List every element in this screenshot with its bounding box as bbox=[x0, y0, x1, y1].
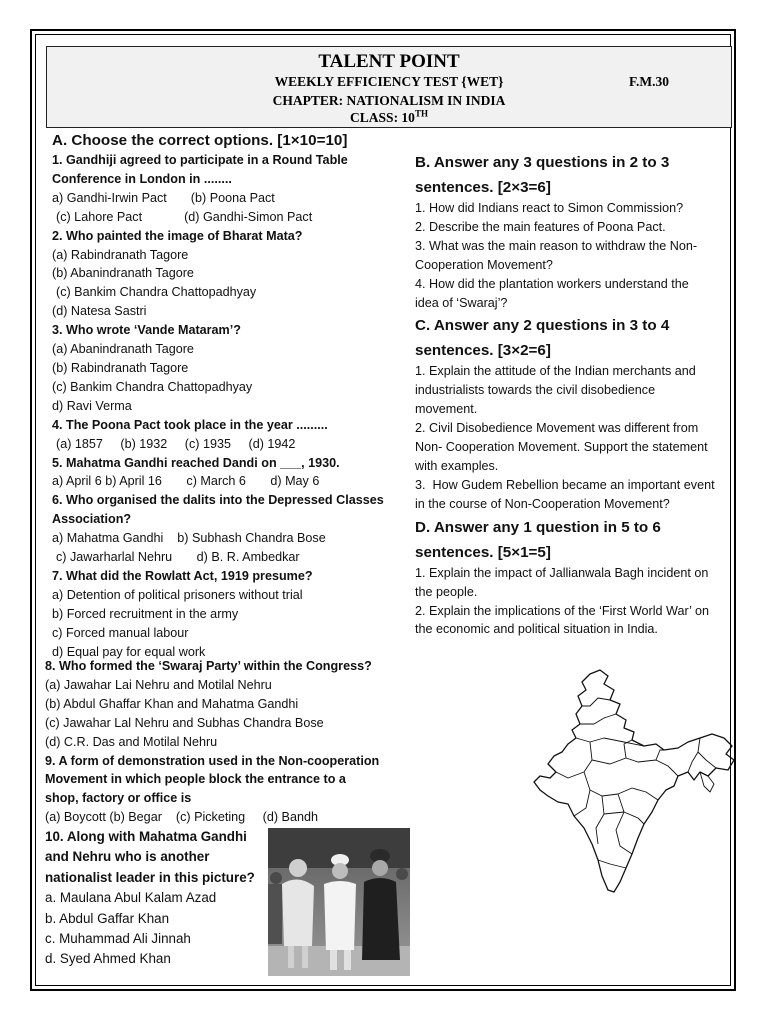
section-d-heading: D. Answer any 1 question in 5 to 6 bbox=[415, 518, 661, 536]
section-b-heading-cont: sentences. [2×3=6] bbox=[415, 179, 551, 196]
leaders-photo-image bbox=[268, 828, 410, 976]
q9-text: 9. A form of demonstration used in the Non-cooperation bbox=[45, 753, 380, 768]
q6-options-cd: c) Jawarharlal Nehru d) B. R. Ambedkar bbox=[56, 550, 300, 565]
q10-text-cont2: nationalist leader in this picture? bbox=[45, 869, 255, 885]
c-q1: 1. Explain the attitude of the Indian merchants and bbox=[415, 364, 696, 379]
q8-option-d: (d) C.R. Das and Motilal Nehru bbox=[45, 734, 218, 749]
section-c-heading-cont: sentences. [3×2=6] bbox=[415, 342, 551, 360]
q2-text: 2. Who painted the image of Bharat Mata? bbox=[52, 228, 303, 243]
q1-text-cont: Conference in London in ........ bbox=[52, 171, 232, 186]
q2-option-c: (c) Bankim Chandra Chattopadhyay bbox=[56, 285, 257, 300]
d-q2: 2. Explain the implications of the ‘First World War’ on bbox=[415, 603, 709, 618]
q10-text: 10. Along with Mahatma Gandhi bbox=[45, 829, 247, 844]
q10-text-cont: and Nehru who is another bbox=[45, 849, 210, 865]
section-a-heading: A. Choose the correct options. [1×10=10] bbox=[52, 132, 348, 149]
q1-options-ab: a) Gandhi-Irwin Pact (b) Poona Pact bbox=[52, 190, 275, 205]
d-q1-cont: the people. bbox=[415, 584, 478, 599]
b-q2: 2. Describe the main features of Poona Pact. bbox=[415, 219, 666, 234]
c-q2-cont2: with examples. bbox=[415, 458, 499, 473]
q7-option-a: a) Detention of political prisoners without trial bbox=[52, 587, 303, 602]
section-c-heading: C. Answer any 2 questions in 3 to 4 bbox=[415, 317, 670, 335]
q4-text: 4. The Poona Pact took place in the year ......... bbox=[52, 417, 328, 432]
school-title: TALENT POINT bbox=[318, 51, 460, 72]
q8-option-b: (b) Abdul Ghaffar Khan and Mahatma Gandhi bbox=[45, 696, 299, 711]
q5-text: 5. Mahatma Gandhi reached Dandi on ___, 1930. bbox=[52, 455, 340, 470]
b-q4: 4. How did the plantation workers understand the bbox=[415, 276, 689, 291]
c-q3-cont: in the course of Non-Cooperation Movement? bbox=[415, 496, 670, 511]
b-q4-cont: idea of ‘Swaraj’? bbox=[415, 295, 508, 310]
q8-option-a: (a) Jawahar Lai Nehru and Motilal Nehru bbox=[45, 677, 272, 692]
q2-option-b: (b) Abanindranath Tagore bbox=[52, 266, 194, 281]
q2-option-a: (a) Rabindranath Tagore bbox=[52, 247, 189, 262]
c-q2-cont: Non- Cooperation Movement. Support the statement bbox=[415, 440, 708, 455]
q7-option-d: d) Equal pay for equal work bbox=[52, 644, 206, 659]
b-q1: 1. How did Indians react to Simon Commission? bbox=[415, 201, 684, 215]
q7-option-c: c) Forced manual labour bbox=[52, 625, 189, 640]
d-q1: 1. Explain the impact of Jallianwala Bagh incident on bbox=[415, 565, 709, 580]
india-map-drawing bbox=[528, 668, 738, 898]
leaders-photo bbox=[268, 828, 410, 976]
section-a-continued bbox=[45, 657, 415, 827]
q10-option-a: a. Maulana Abul Kalam Azad bbox=[45, 890, 217, 906]
q3-text: 3. Who wrote ‘Vande Mataram’? bbox=[52, 323, 241, 338]
q5-options: a) April 6 b) April 16 c) March 6 d) May 6 bbox=[52, 474, 320, 489]
c-q2: 2. Civil Disobedience Movement was different from bbox=[415, 421, 699, 436]
section-b-heading: B. Answer any 3 questions in 2 to 3 bbox=[415, 154, 670, 171]
q3-option-d: d) Ravi Verma bbox=[52, 398, 132, 413]
q2-option-d: (d) Natesa Sastri bbox=[52, 304, 147, 319]
b-q3: 3. What was the main reason to withdraw the Non- bbox=[415, 238, 698, 253]
class-label: CLASS: 10TH bbox=[350, 108, 428, 125]
q9-text-cont: Movement in which people block the entrance to a bbox=[45, 772, 346, 787]
q7-option-b: b) Forced recruitment in the army bbox=[52, 606, 239, 621]
q9-text-cont2: shop, factory or office is bbox=[45, 791, 192, 806]
q10-option-d: d. Syed Ahmed Khan bbox=[45, 951, 171, 967]
q9-options: (a) Boycott (b) Begar (c) Picketing (d) Bandh bbox=[45, 810, 318, 825]
q10-option-c: c. Muhammad Ali Jinnah bbox=[45, 931, 191, 947]
q3-option-c: (c) Bankim Chandra Chattopadhyay bbox=[52, 379, 253, 394]
c-q3: 3. How Gudem Rebellion became an important event bbox=[415, 477, 715, 492]
q3-option-b: (b) Rabindranath Tagore bbox=[52, 360, 189, 375]
c-q1-cont2: movement. bbox=[415, 402, 478, 417]
q6-text: 6. Who organised the dalits into the Depressed Classes bbox=[52, 493, 384, 508]
q7-text: 7. What did the Rowlatt Act, 1919 presume? bbox=[52, 568, 313, 583]
section-b-c-d bbox=[415, 152, 735, 639]
full-marks: F.M.30 bbox=[629, 74, 669, 89]
q8-option-c: (c) Jawahar Lal Nehru and Subhas Chandra Bose bbox=[45, 715, 324, 730]
q10-block bbox=[45, 827, 265, 970]
test-name: WEEKLY EFFICIENCY TEST {WET} bbox=[274, 74, 504, 89]
q8-text: 8. Who formed the ‘Swaraj Party’ within the Congress? bbox=[45, 659, 372, 673]
c-q1-cont: industrialists towards the civil disobedience bbox=[415, 383, 656, 398]
q10-option-b: b. Abdul Gaffar Khan bbox=[45, 910, 170, 926]
q1-options-cd: (c) Lahore Pact (d) Gandhi-Simon Pact bbox=[56, 209, 313, 224]
section-d-heading-cont: sentences. [5×1=5] bbox=[415, 543, 551, 561]
q6-text-cont: Association? bbox=[52, 512, 132, 527]
b-q3-cont: Cooperation Movement? bbox=[415, 257, 553, 272]
q1-text: 1. Gandhiji agreed to participate in a Round Table bbox=[52, 153, 348, 167]
q4-options: (a) 1857 (b) 1932 (c) 1935 (d) 1942 bbox=[56, 436, 296, 451]
chapter-title: CHAPTER: NATIONALISM IN INDIA bbox=[272, 93, 506, 108]
india-outline-map bbox=[528, 668, 738, 898]
d-q2-cont: the economic and political situation in India. bbox=[415, 622, 658, 637]
india-border bbox=[534, 670, 734, 892]
q3-option-a: (a) Abanindranath Tagore bbox=[52, 342, 194, 357]
test-header bbox=[46, 46, 732, 128]
q6-options-ab: a) Mahatma Gandhi b) Subhash Chandra Bose bbox=[52, 531, 326, 546]
section-a bbox=[52, 131, 412, 661]
